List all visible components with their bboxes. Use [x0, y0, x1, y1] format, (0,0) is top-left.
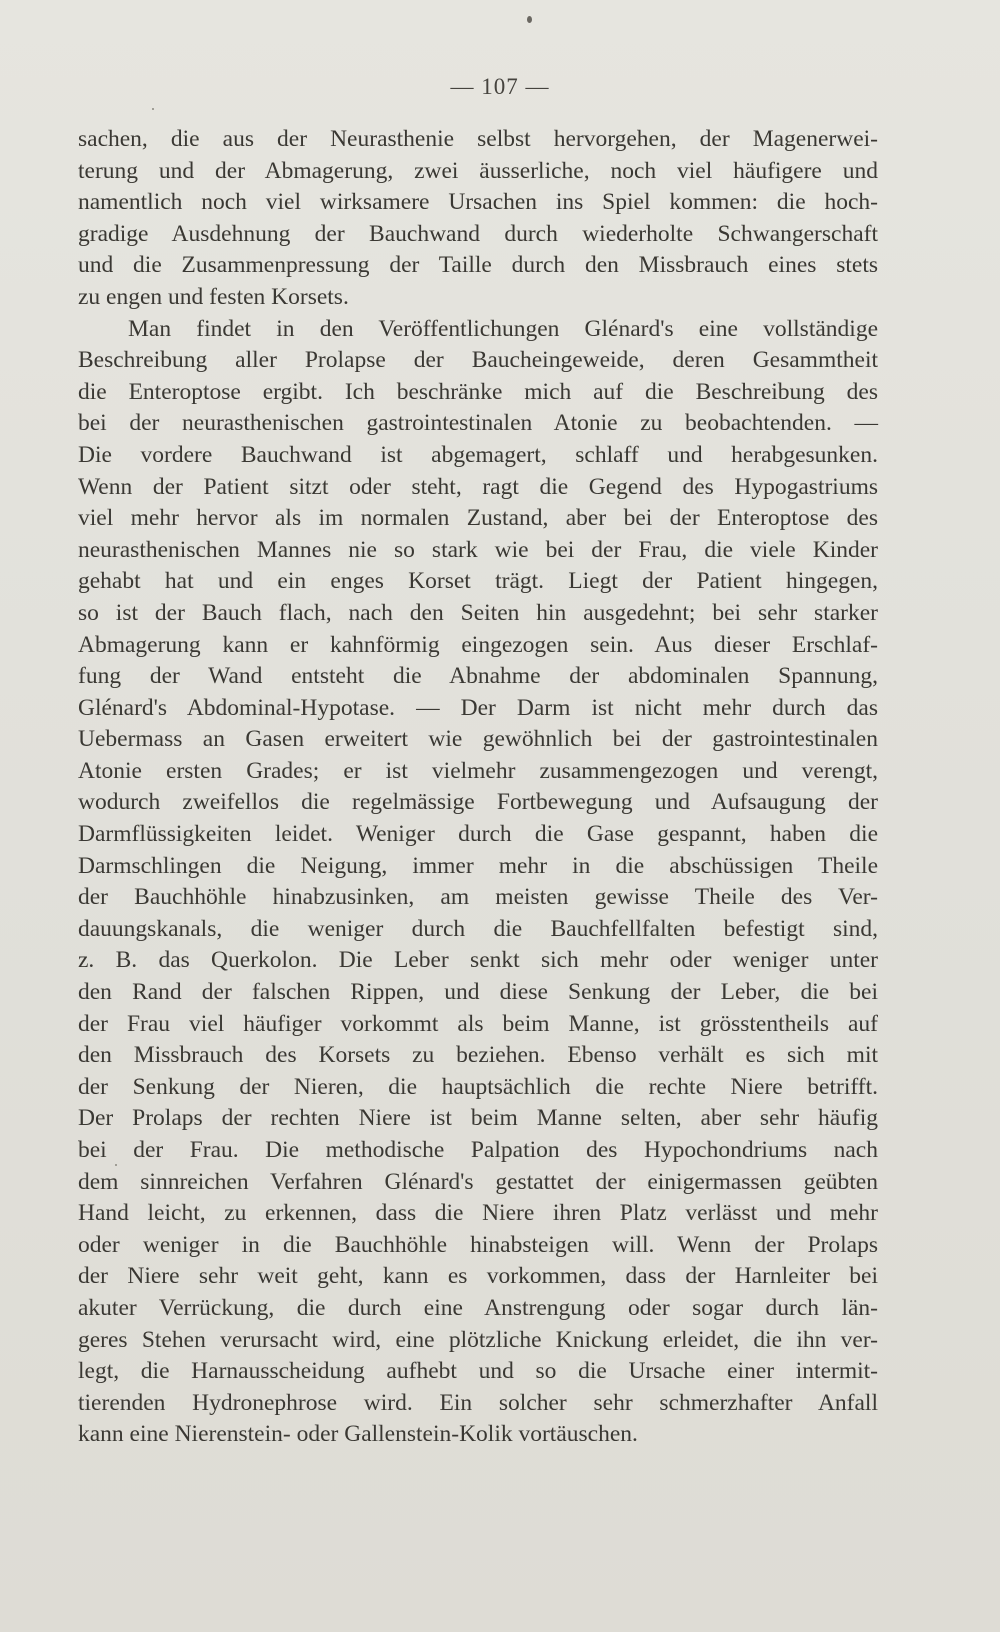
body-text	[78, 124, 878, 1451]
text-line: legt, die Harnausscheidung aufhebt und so die Ursache einer intermit-	[78, 1358, 878, 1385]
text-line: Hand leicht, zu erkennen, dass die Niere ihren Platz verlässt und mehr	[78, 1200, 878, 1227]
text-line: geres Stehen verursacht wird, eine plötzliche Knickung erleidet, die ihn ver-	[78, 1326, 878, 1353]
text-line: den Missbrauch des Korsets zu beziehen. Ebenso verhält es sich mit	[78, 1042, 878, 1069]
text-line: Darmflüssigkeiten leidet. Weniger durch die Gase gespannt, haben die	[78, 821, 878, 848]
text-line: sachen, die aus der Neurasthenie selbst hervorgehen, der Magenerwei-	[78, 126, 878, 152]
text-line: und die Zusammenpressung der Taille durch den Missbrauch eines stets	[78, 252, 878, 279]
text-line: tierenden Hydronephrose wird. Ein solcher sehr schmerzhafter Anfall	[78, 1389, 878, 1416]
page-number: — 107 —	[450, 74, 550, 99]
text-line: viel mehr hervor als im normalen Zustand, aber bei der Enteroptose des	[78, 505, 878, 532]
text-line: z. B. das Querkolon. Die Leber senkt sich mehr oder weniger unter	[78, 947, 878, 974]
text-line: Atonie ersten Grades; er ist vielmehr zusammengezogen und verengt,	[78, 757, 878, 784]
text-line: Man findet in den Veröffentlichungen Glénard's eine vollständige	[128, 315, 878, 342]
text-line: der Bauchhöhle hinabzusinken, am meisten gewisse Theile des Ver-	[78, 884, 878, 911]
text-line: akuter Verrückung, die durch eine Anstrengung oder sogar durch län-	[78, 1294, 878, 1321]
text-line: Uebermass an Gasen erweitert wie gewöhnlich bei der gastrointestinalen	[78, 726, 878, 753]
text-line: den Rand der falschen Rippen, und diese Senkung der Leber, die bei	[78, 979, 878, 1006]
text-line: neurasthenischen Mannes nie so stark wie bei der Frau, die viele Kinder	[78, 536, 878, 563]
text-line: so ist der Bauch flach, nach den Seiten hin ausgedehnt; bei sehr starker	[78, 599, 878, 626]
paragraph	[78, 124, 878, 314]
text-line: dem sinnreichen Verfahren Glénard's gestattet der einigermassen geübten	[78, 1168, 878, 1195]
text-line: Die vordere Bauchwand ist abgemagert, schlaff und herabgesunken.	[78, 441, 878, 468]
text-line: Der Prolaps der rechten Niere ist beim Manne selten, aber sehr häufig	[78, 1105, 878, 1132]
text-line: bei der neurasthenischen gastrointestinalen Atonie zu beobachtenden. —	[78, 410, 878, 437]
text-line: Abmagerung kann er kahnförmig eingezogen sein. Aus dieser Erschlaf-	[78, 631, 878, 658]
text-line: Beschreibung aller Prolapse der Baucheingeweide, deren Gesammtheit	[78, 347, 878, 374]
text-line: wodurch zweifellos die regelmässige Fortbewegung und Aufsaugung der	[78, 789, 878, 816]
text-line: der Senkung der Nieren, die hauptsächlich die rechte Niere betrifft.	[78, 1073, 878, 1100]
text-line: dauungskanals, die weniger durch die Bauchfellfalten befestigt sind,	[78, 915, 878, 942]
text-line: die Enteroptose ergibt. Ich beschränke mich auf die Beschreibung des	[78, 378, 878, 405]
text-line: kann eine Nierenstein- oder Gallenstein-Kolik vortäuschen.	[78, 1421, 638, 1448]
text-line: Wenn der Patient sitzt oder steht, ragt die Gegend des Hypogastriums	[78, 473, 878, 500]
text-line: Darmschlingen die Neigung, immer mehr in die abschüssigen Theile	[78, 852, 878, 879]
text-line: gradige Ausdehnung der Bauchwand durch wiederholte Schwangerschaft	[78, 220, 878, 247]
text-line: zu engen und festen Korsets.	[78, 283, 349, 310]
text-line: namentlich noch viel wirksamere Ursachen ins Spiel kommen: die hoch-	[78, 189, 878, 216]
text-line: der Frau viel häufiger vorkommt als beim Manne, ist grösstentheils auf	[78, 1010, 878, 1037]
text-line: gehabt hat und ein enges Korset trägt. Liegt der Patient hingegen,	[78, 568, 878, 595]
ink-speck	[527, 16, 532, 23]
text-line: terung und der Abmagerung, zwei äusserliche, noch viel häufigere und	[78, 157, 878, 184]
paragraph	[78, 314, 878, 1451]
text-line: oder weniger in die Bauchhöhle hinabsteigen will. Wenn der Prolaps	[78, 1231, 878, 1258]
text-line: der Niere sehr weit geht, kann es vorkommen, dass der Harnleiter bei	[78, 1263, 878, 1290]
text-line: fung der Wand entsteht die Abnahme der abdominalen Spannung,	[78, 663, 878, 690]
text-line: bei der Frau. Die methodische Palpation des Hypochondriums nach	[78, 1137, 878, 1163]
ink-speck	[152, 108, 154, 110]
text-line: Glénard's Abdominal-Hypotase. — Der Darm ist nicht mehr durch das	[78, 694, 878, 721]
